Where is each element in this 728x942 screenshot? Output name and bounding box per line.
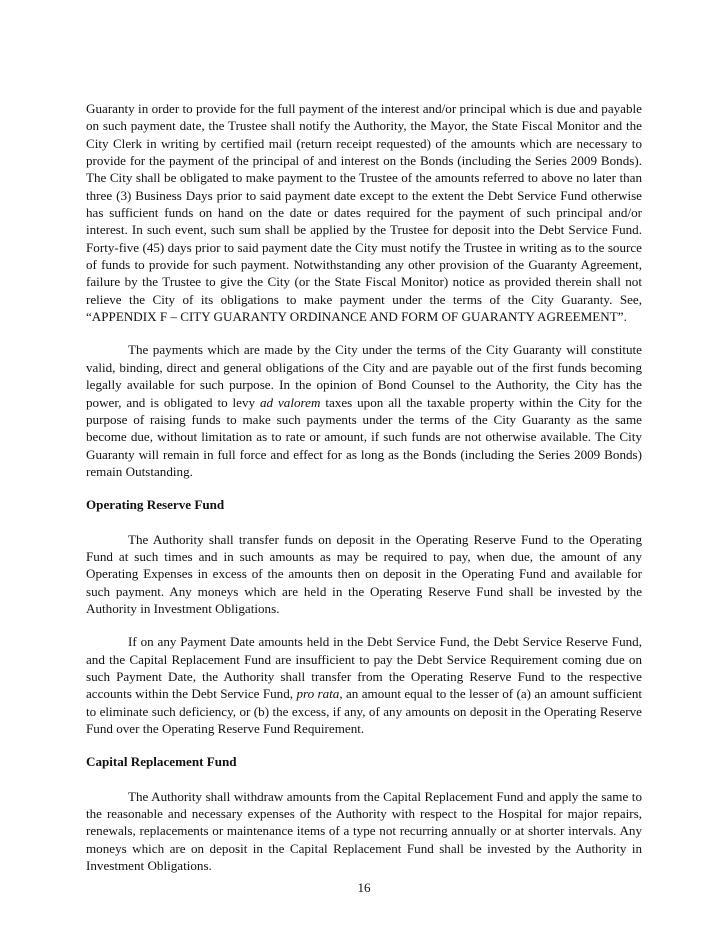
paragraph-operating-reserve-deficiency: [86, 633, 642, 737]
paragraph-text: The Authority shall withdraw amounts from the Capital Replacement Fund and apply the same to the reasonable and necessary expenses of the Authority with respect to the Hospital for major repairs, renewals, replacements or maintenance items of a type not recurring annually or at shorter intervals. Any moneys which are on deposit in the Capital Replacement Fund shall be invested by the Authority in Investment Obligations.: [86, 788, 642, 874]
paragraph-text: The payments which are made by the City under the terms of the City Guaranty will constitute valid, binding, direct and general obligations of the City and are payable out of the first funds becoming legally available for such purpose. In the opinion of Bond Counsel to the Authority, the City has the power, and is obligated to levy: [86, 342, 642, 410]
page-number: 16: [357, 880, 371, 895]
paragraph-text: Guaranty in order to provide for the full payment of the interest and/or principal which is due and payable on such payment date, the Trustee shall notify the Authority, the Mayor, the State Fiscal Monitor and the City Clerk in writing by certified mail (return receipt requested) of the amounts which are necessary to provide for the payment of the principal of and interest on the Bonds (including the Series 2009 Bonds). The City shall be obligated to make payment to the Trustee of the amounts referred to above no later than three (3) Business Days prior to said payment date except to the extent the Debt Service Fund otherwise has sufficient funds on hand on the date or dates required for the payment of such principal and/or interest. In such event, such sum shall be applied by the Trustee for deposit into the Debt Service Fund. Forty-five (45) days prior to said payment date the City must notify the Trustee in writing as to the source of funds to provide for such payment. Notwithstanding any other provision of the Guaranty Agreement, failure by the Trustee to give the City (or the State Fiscal Monitor) notice as provided therein shall not relieve the City of its obligations to make payment under the terms of the City Guaranty. See, “APPENDIX F – CITY GUARANTY ORDINANCE AND FORM OF GUARANTY AGREEMENT”.: [86, 101, 642, 325]
paragraph-capital-replacement-withdrawals: [86, 788, 642, 875]
italic-term: ad valorem: [260, 394, 321, 410]
paragraph-city-guaranty-obligations: [86, 341, 642, 480]
document-body: [86, 100, 642, 890]
section-heading-capital-replacement-fund: Capital Replacement Fund: [86, 754, 237, 770]
paragraph-operating-reserve-transfer: [86, 531, 642, 618]
paragraph-city-guaranty-notice: [86, 100, 642, 325]
paragraph-text: The Authority shall transfer funds on deposit in the Operating Reserve Fund to the Operating Fund at such times and in such amounts as may be required to pay, when due, the amount of any Operating Expenses in excess of the amounts then on deposit in the Operating Fund and available for such payment. Any moneys which are held in the Operating Reserve Fund shall be invested by the Authority in Investment Obligations.: [86, 531, 642, 616]
section-heading-operating-reserve-fund: Operating Reserve Fund: [86, 497, 225, 513]
paragraph-text: , an amount equal to the lesser of (a) an amount sufficient to eliminate such deficiency, or (b) the excess, if any, of any amounts on deposit in the Operating Reserve Fund over the Operating Reserve Fund Requirement.: [86, 686, 642, 736]
paragraph-text: taxes upon all the taxable property within the City for the purpose of raising funds to make such payments under the terms of the City Guaranty as the same become due, without limitation as to rate or amount, if such funds are not otherwise available. The City Guaranty will remain in full force and effect for as long as the Bonds (including the Series 2009 Bonds) remain Outstanding.: [86, 394, 642, 479]
italic-term: pro rata: [296, 686, 340, 702]
paragraph-text: If on any Payment Date amounts held in the Debt Service Fund, the Debt Service Reserve Fund, and the Capital Replacement Fund are insufficient to pay the Debt Service Requirement coming due on such Payment Date, the Authority shall transfer from the Operating Reserve Fund to the respective accounts within the Debt Service Fund,: [86, 634, 642, 702]
